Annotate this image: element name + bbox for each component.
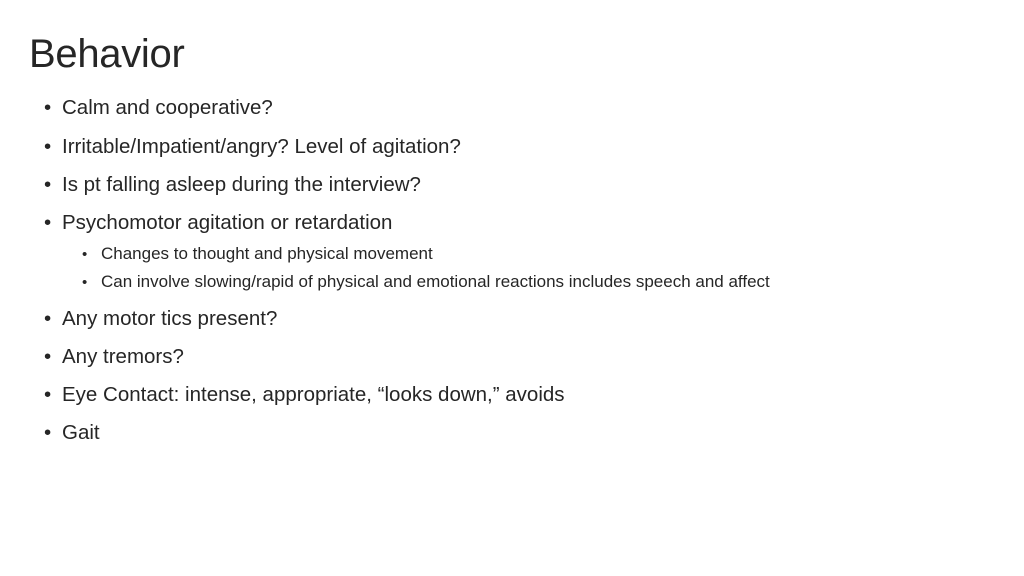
bullet-item: [44, 344, 184, 370]
bullet-marker: •: [44, 307, 52, 330]
bullet-text: Gait: [62, 421, 100, 444]
slide-title: Behavior: [29, 32, 185, 76]
bullet-marker: •: [44, 383, 52, 406]
bullet-text: Any motor tics present?: [62, 307, 278, 330]
bullet-text: Is pt falling asleep during the interview?: [62, 173, 421, 196]
bullet-marker: •: [44, 96, 52, 119]
bullet-marker: •: [44, 173, 52, 196]
bullet-text: Can involve slowing/rapid of physical and emotional reactions includes speech and affect: [101, 272, 770, 291]
bullet-marker: •: [82, 274, 88, 291]
bullet-text: Changes to thought and physical movement: [101, 244, 433, 263]
bullet-marker: •: [44, 211, 52, 234]
bullet-item: [44, 95, 273, 121]
bullet-text: Irritable/Impatient/angry? Level of agitation?: [62, 135, 461, 158]
sub-bullet-item: [82, 243, 433, 266]
bullet-marker: •: [44, 135, 52, 158]
bullet-text: Psychomotor agitation or retardation: [62, 211, 393, 234]
bullet-text: Eye Contact: intense, appropriate, “looks down,” avoids: [62, 383, 565, 406]
bullet-marker: •: [44, 345, 52, 368]
bullet-item: [44, 382, 565, 408]
bullet-text: Calm and cooperative?: [62, 96, 273, 119]
bullet-item: [44, 172, 421, 198]
bullet-item: [44, 306, 277, 332]
sub-bullet-item: [82, 271, 770, 294]
bullet-marker: •: [82, 246, 88, 263]
bullet-text: Any tremors?: [62, 345, 184, 368]
bullet-item: [44, 210, 392, 236]
bullet-item: [44, 420, 100, 446]
bullet-marker: •: [44, 421, 52, 444]
bullet-item: [44, 134, 461, 160]
